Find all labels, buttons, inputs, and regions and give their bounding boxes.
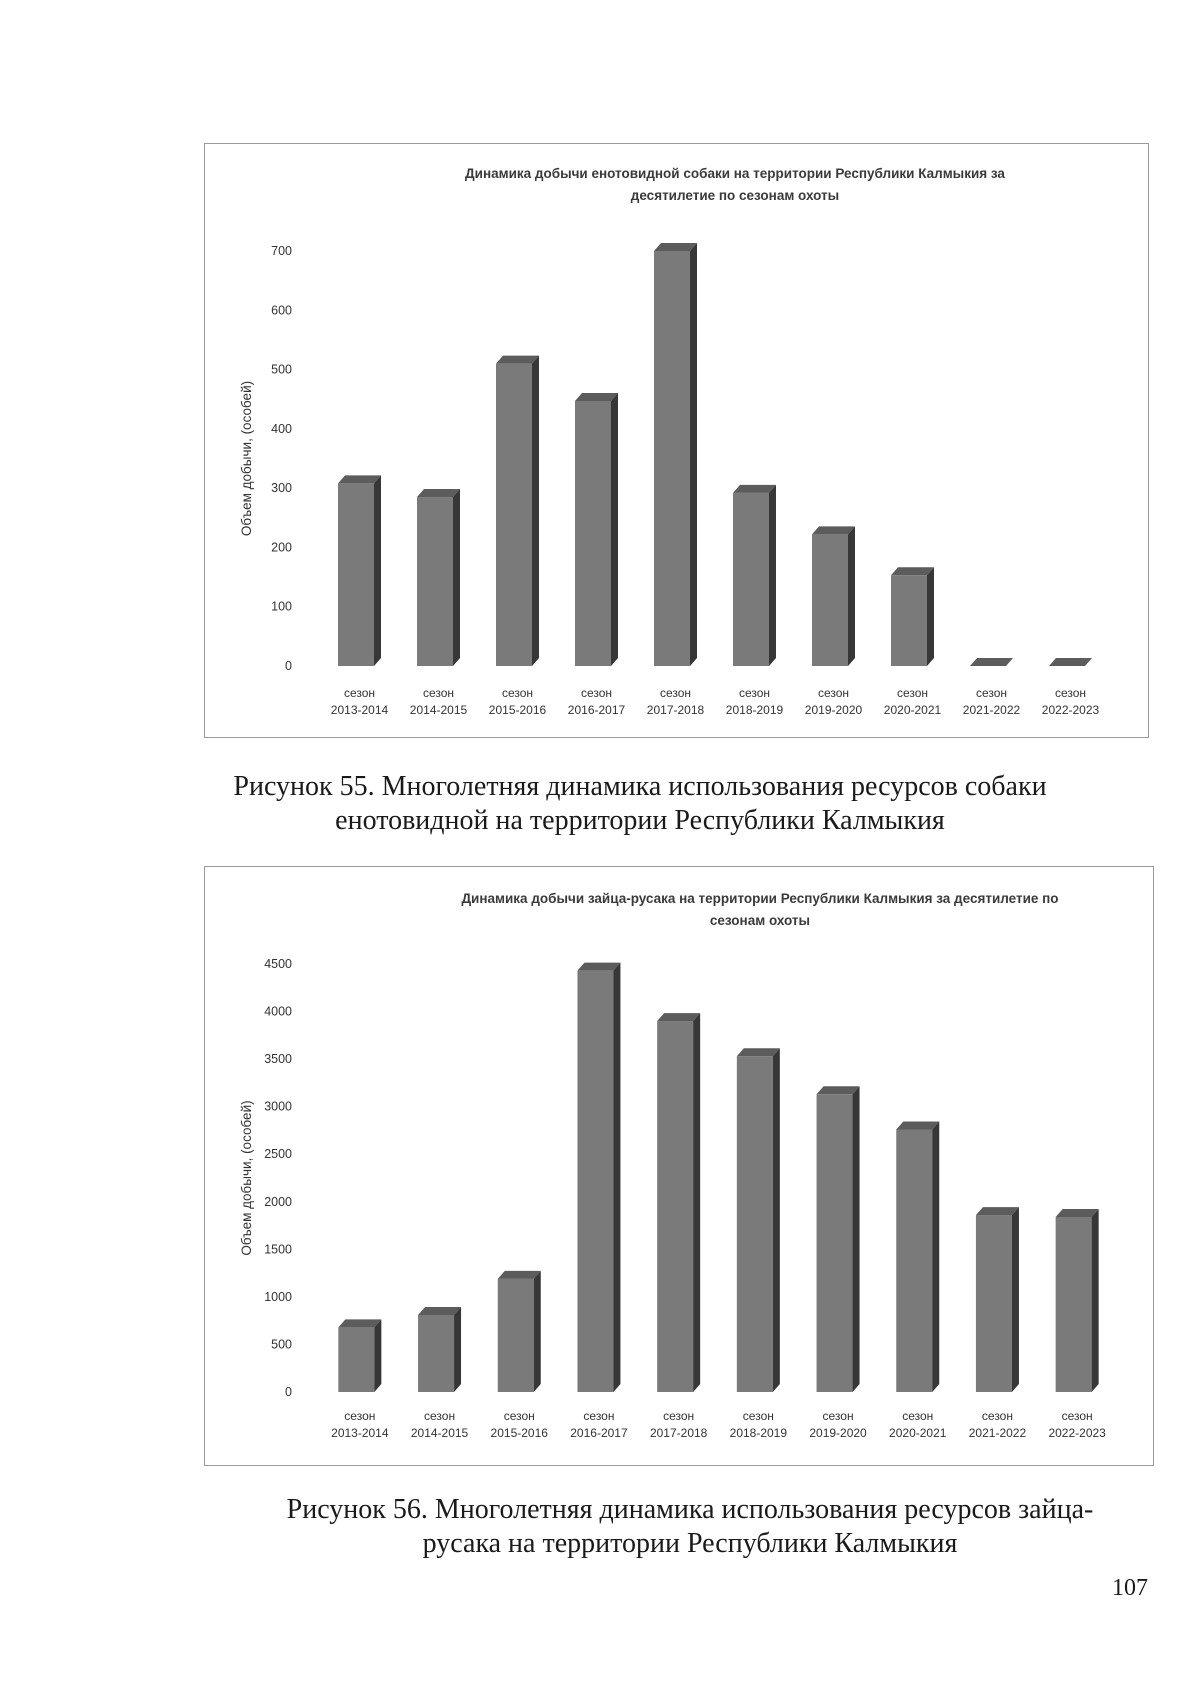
chart1-y-tick-600: 600 bbox=[271, 303, 292, 318]
chart1-x-label-1-line-1: сезон bbox=[343, 686, 376, 700]
chart1-y-axis-label: Объем добычи, (особей) bbox=[239, 380, 254, 537]
chart2-x-label-10-line-1: сезон bbox=[1061, 1409, 1093, 1423]
chart2-bar-7-front bbox=[817, 1094, 853, 1392]
chart1-bar-8 bbox=[891, 567, 934, 666]
chart2-bar-4-side bbox=[613, 963, 620, 1392]
chart1-x-label-1-line-2: 2013-2014 bbox=[330, 703, 389, 717]
chart2-bar-2-front bbox=[418, 1315, 454, 1392]
chart2-y-tick-3500: 3500 bbox=[264, 1052, 292, 1067]
chart1-x-label-4-line-1: сезон bbox=[580, 686, 613, 700]
chart2-bar-3-top bbox=[498, 1271, 541, 1279]
chart2-bar-4-top bbox=[577, 963, 620, 971]
chart1-bar-5-top bbox=[654, 243, 697, 251]
chart1-bar-9 bbox=[970, 658, 1013, 666]
chart1-y-tick-400: 400 bbox=[271, 421, 292, 436]
chart1-bar-7-top bbox=[812, 526, 855, 534]
chart2-bar-9-top bbox=[976, 1207, 1019, 1215]
chart2-bar-7-side bbox=[853, 1086, 860, 1392]
chart1-y-tick-100: 100 bbox=[271, 599, 292, 614]
chart1-x-label-4-line-2: 2016-2017 bbox=[567, 703, 626, 717]
chart2-x-label-5-line-2: 2017-2018 bbox=[649, 1426, 708, 1440]
chart2-bar-10-front bbox=[1056, 1217, 1092, 1392]
chart2-x-label-8-line-2: 2020-2021 bbox=[889, 1426, 947, 1440]
chart1-bar-4-front bbox=[575, 401, 611, 666]
chart1-bar-1-top bbox=[338, 475, 381, 483]
chart2-y-tick-500: 500 bbox=[271, 1337, 292, 1352]
chart1-bar-2-side bbox=[453, 489, 460, 666]
chart1-x-label-10-line-1: сезон bbox=[1054, 686, 1087, 700]
chart2-bar-9 bbox=[976, 1207, 1019, 1392]
chart1-bar-7-front bbox=[812, 534, 848, 666]
chart2-bar-2-top bbox=[418, 1307, 461, 1315]
chart2-bar-5-top bbox=[657, 1013, 700, 1021]
figure-55-caption-line-2: енотовидной на территории Республики Калмыкия bbox=[335, 805, 945, 836]
chart2-x-label-2-line-1: сезон bbox=[424, 1409, 456, 1423]
chart2-y-tick-2500: 2500 bbox=[264, 1147, 292, 1162]
chart2-bar-1-side bbox=[374, 1319, 381, 1392]
chart1-bar-1-side bbox=[374, 475, 381, 666]
chart2-x-label-6-line-2: 2018-2019 bbox=[729, 1426, 788, 1440]
chart1-bar-3-side bbox=[532, 356, 539, 666]
chart1-bar-3-top bbox=[496, 356, 539, 364]
chart2-x-label-1-line-1: сезон bbox=[344, 1409, 376, 1423]
chart-raccoon-dog bbox=[204, 143, 1149, 738]
chart2-x-label-10-line-2: 2022-2023 bbox=[1048, 1426, 1106, 1440]
chart2-bar-4-front bbox=[577, 971, 613, 1392]
chart1-bar-6-side bbox=[769, 485, 776, 666]
chart2-bar-3 bbox=[498, 1271, 541, 1392]
chart2-bar-10 bbox=[1056, 1209, 1099, 1392]
chart2-x-label-4-line-1: сезон bbox=[583, 1409, 615, 1423]
chart2-bar-9-side bbox=[1012, 1207, 1019, 1392]
page-number: 107 bbox=[1112, 1575, 1148, 1601]
chart2-bar-2-side bbox=[454, 1307, 461, 1392]
chart2-y-tick-2000: 2000 bbox=[264, 1194, 292, 1209]
chart2-x-label-3-line-2: 2015-2016 bbox=[490, 1426, 548, 1440]
chart-hare-svg bbox=[205, 867, 1155, 1467]
chart2-bar-4 bbox=[577, 963, 620, 1392]
chart2-bar-3-side bbox=[534, 1271, 541, 1392]
chart2-y-tick-0: 0 bbox=[285, 1385, 292, 1399]
figure-56-caption bbox=[90, 1493, 1200, 1561]
chart1-bar-3-front bbox=[496, 364, 532, 666]
chart2-bar-3-front bbox=[498, 1279, 534, 1392]
figure-55-caption bbox=[40, 770, 1200, 838]
chart2-x-label-6-line-1: сезон bbox=[742, 1409, 774, 1423]
chart2-bar-5 bbox=[657, 1013, 700, 1392]
chart1-bar-6-front bbox=[733, 493, 769, 666]
chart1-x-label-6-line-2: 2018-2019 bbox=[725, 703, 784, 717]
chart2-x-label-5-line-1: сезон bbox=[663, 1409, 695, 1423]
chart1-bar-10-top bbox=[1049, 658, 1092, 666]
chart2-bar-6 bbox=[737, 1048, 780, 1392]
chart1-bar-7 bbox=[812, 526, 855, 666]
chart2-bar-6-front bbox=[737, 1056, 773, 1392]
chart2-title-line-2: сезонам охоты bbox=[709, 913, 811, 928]
chart1-x-label-2-line-1: сезон bbox=[422, 686, 455, 700]
chart1-bar-6 bbox=[733, 485, 776, 666]
chart2-y-tick-4500: 4500 bbox=[264, 957, 292, 971]
figure-56-caption-line-2: русака на территории Республики Калмыкия bbox=[422, 1528, 958, 1559]
chart1-x-label-2-line-2: 2014-2015 bbox=[409, 703, 468, 717]
chart1-bar-2 bbox=[417, 489, 460, 666]
chart1-bar-1 bbox=[338, 475, 381, 666]
chart2-y-axis-label: Объем добычи, (особей) bbox=[239, 1100, 254, 1256]
chart2-y-tick-1500: 1500 bbox=[264, 1242, 292, 1257]
chart2-y-tick-3000: 3000 bbox=[264, 1099, 292, 1114]
chart2-bar-8 bbox=[896, 1121, 939, 1392]
chart1-x-label-5-line-2: 2017-2018 bbox=[646, 703, 705, 717]
chart1-bar-6-top bbox=[733, 485, 776, 493]
chart1-bar-7-side bbox=[848, 526, 855, 666]
chart1-title-line-2: десятилетие по сезонам охоты bbox=[630, 188, 840, 203]
chart2-bar-7 bbox=[817, 1086, 860, 1392]
figure-56-caption-line-1: Рисунок 56. Многолетняя динамика использования ресурсов зайца- bbox=[286, 1494, 1094, 1525]
chart2-bar-2 bbox=[418, 1307, 461, 1392]
chart1-bar-5 bbox=[654, 243, 697, 666]
chart2-bar-9-front bbox=[976, 1215, 1012, 1392]
chart1-bar-8-side bbox=[927, 567, 934, 666]
chart1-y-tick-700: 700 bbox=[271, 244, 292, 258]
chart1-x-label-10-line-2: 2022-2023 bbox=[1041, 703, 1100, 717]
chart2-bar-5-side bbox=[693, 1013, 700, 1392]
chart2-x-label-7-line-2: 2019-2020 bbox=[809, 1426, 867, 1440]
chart2-bar-8-side bbox=[932, 1121, 939, 1392]
chart1-y-tick-0: 0 bbox=[285, 659, 292, 673]
chart1-y-tick-200: 200 bbox=[271, 540, 292, 555]
chart1-bar-4-top bbox=[575, 393, 618, 401]
chart1-x-label-3-line-1: сезон bbox=[501, 686, 534, 700]
chart-raccoon-dog-svg bbox=[205, 144, 1150, 739]
chart1-bar-2-top bbox=[417, 489, 460, 497]
chart2-x-label-2-line-2: 2014-2015 bbox=[410, 1426, 469, 1440]
chart1-y-tick-500: 500 bbox=[271, 362, 292, 377]
chart2-bar-1-front bbox=[338, 1327, 374, 1392]
chart1-x-label-8-line-1: сезон bbox=[896, 686, 929, 700]
chart2-title-line-1: Динамика добычи зайца-русака на территории Республики Калмыкия за десятилетие по bbox=[461, 891, 1059, 906]
chart2-bar-5-front bbox=[657, 1021, 693, 1392]
chart1-x-label-5-line-1: сезон bbox=[659, 686, 692, 700]
chart2-bar-10-side bbox=[1092, 1209, 1099, 1392]
chart1-x-label-7-line-2: 2019-2020 bbox=[804, 703, 863, 717]
chart1-x-label-9-line-1: сезон bbox=[975, 686, 1008, 700]
chart1-bar-10 bbox=[1049, 658, 1092, 666]
chart2-bar-7-top bbox=[817, 1086, 860, 1094]
chart2-bar-6-side bbox=[773, 1048, 780, 1392]
chart2-bar-1-top bbox=[338, 1319, 381, 1327]
chart-hare bbox=[204, 866, 1154, 1466]
chart1-bar-8-front bbox=[891, 575, 927, 666]
chart2-x-label-7-line-1: сезон bbox=[822, 1409, 854, 1423]
chart2-bar-1 bbox=[338, 1319, 381, 1392]
chart1-y-tick-300: 300 bbox=[271, 481, 292, 496]
chart2-bar-6-top bbox=[737, 1048, 780, 1056]
chart2-x-label-3-line-1: сезон bbox=[503, 1409, 535, 1423]
chart2-bar-8-front bbox=[896, 1129, 932, 1392]
chart2-x-label-8-line-1: сезон bbox=[902, 1409, 934, 1423]
chart1-x-label-7-line-1: сезон bbox=[817, 686, 850, 700]
chart1-bar-4 bbox=[575, 393, 618, 666]
chart2-x-label-4-line-2: 2016-2017 bbox=[570, 1426, 628, 1440]
chart2-x-label-1-line-2: 2013-2014 bbox=[331, 1426, 389, 1440]
chart2-y-tick-1000: 1000 bbox=[264, 1289, 292, 1304]
chart1-title-line-1: Динамика добычи енотовидной собаки на территории Республики Калмыкия за bbox=[465, 166, 1005, 181]
figure-55-caption-line-1: Рисунок 55. Многолетняя динамика использования ресурсов собаки bbox=[233, 771, 1047, 802]
chart1-bar-4-side bbox=[611, 393, 618, 666]
chart1-bar-1-front bbox=[338, 483, 374, 666]
chart1-x-label-8-line-2: 2020-2021 bbox=[883, 703, 942, 717]
chart1-bar-2-front bbox=[417, 497, 453, 666]
chart2-x-label-9-line-2: 2021-2022 bbox=[968, 1426, 1027, 1440]
chart2-x-label-9-line-1: сезон bbox=[981, 1409, 1013, 1423]
chart2-y-tick-4000: 4000 bbox=[264, 1004, 292, 1019]
chart1-bar-5-front bbox=[654, 251, 690, 666]
chart1-x-label-3-line-2: 2015-2016 bbox=[488, 703, 547, 717]
chart1-bar-5-side bbox=[690, 243, 697, 666]
chart2-bar-10-top bbox=[1056, 1209, 1099, 1217]
chart1-x-label-9-line-2: 2021-2022 bbox=[962, 703, 1021, 717]
chart1-bar-9-top bbox=[970, 658, 1013, 666]
chart2-bar-8-top bbox=[896, 1121, 939, 1129]
chart1-x-label-6-line-1: сезон bbox=[738, 686, 771, 700]
chart1-bar-3 bbox=[496, 356, 539, 666]
chart1-bar-8-top bbox=[891, 567, 934, 575]
